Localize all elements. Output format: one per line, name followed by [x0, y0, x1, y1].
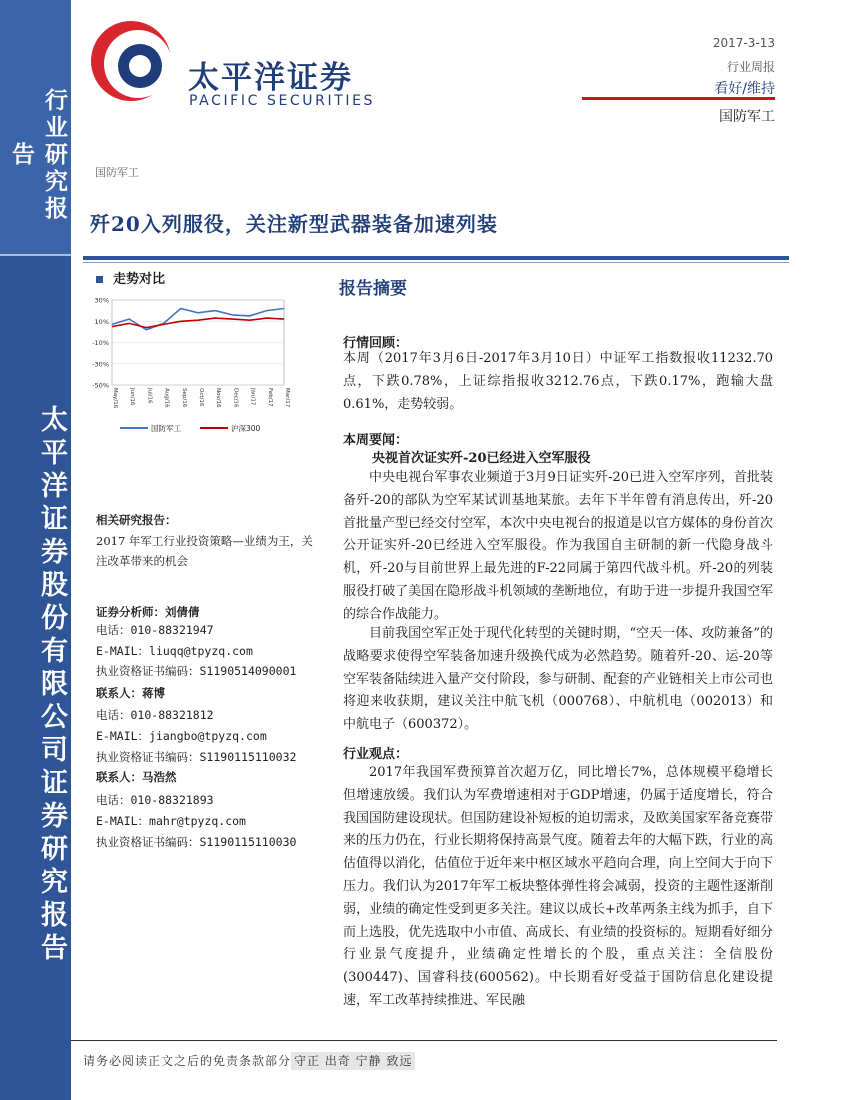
chart-x-tick-label: Oct/16: [198, 388, 204, 407]
contact-2-email[interactable]: E-MAIL：mahr@tpyzq.com: [96, 814, 246, 828]
view-heading: 行业观点：: [343, 747, 409, 762]
chart-x-tick-label: Feb/17: [266, 388, 273, 407]
square-bullet-icon: [96, 276, 103, 283]
chart-y-tick-label: 10%: [94, 317, 109, 326]
view-paragraph: 2017年我国军费预算首次超万亿，同比增长7%，总体规模平稳增长但增速放缓。我们认为军费增速相对于GDP增速，仍属于适度增长，符合我国国防建设现状。但国防建设补短板的迫切需求，及欧美国家军备竞赛带来的压力仍在，行业长期将保持高景气度。随着去年的大幅下跌，行业的高估值得以消化，估值位于近年来中枢区域水平趋向合理，向上空间大于向下压力。我们认为2017年军工板块整体弹性将会减弱，投资的主题性逐渐削弱，业绩的确定性受到更多关注。建议以成长+改革两条主线为抓手，自下而上选股，优先选取中小市值、高成长、有业绩的投资标的。短期看好细分行业景气度提升，业绩确定性增长的个股，重点关注：全信股份(300447)、国睿科技(600562)。中长期看好受益于国防信息化建设提速，军工改革持续推进、军民融: [343, 765, 773, 1008]
chart-series-line-2: [112, 318, 284, 328]
footer-disclaimer: 请务必阅读正文之后的免责条款部分: [83, 1054, 292, 1068]
title-rule: [83, 256, 789, 260]
contact-2-phone: 电话：010-88321893: [96, 793, 214, 807]
chart-y-tick-label: -30%: [92, 360, 109, 369]
chart-x-tick-label: Sep/16: [180, 388, 187, 408]
chart-x-ticks: [112, 387, 290, 409]
contact-1-line: [96, 684, 165, 702]
contact-1-phone: 电话：010-88321812: [96, 708, 214, 722]
sidebar-divider: [0, 254, 71, 256]
sidebar: [0, 0, 71, 1100]
chart-x-tick-label: May/16: [112, 388, 118, 409]
logo-chinese-name: 太平洋证券: [188, 60, 353, 96]
chart-x-tick-label: Nov/16: [215, 388, 222, 408]
chart-legend-label-1: 国防军工: [151, 424, 181, 433]
contact-1-cert: 执业资格证书编码：S1190115110032: [96, 750, 297, 764]
analyst-1-line: [96, 603, 200, 621]
analyst-1-email[interactable]: E-MAIL：liuqq@tpyzq.com: [96, 644, 253, 658]
footer-slogan: 守正 出奇 宁静 致远: [291, 1052, 415, 1070]
chart-x-tick-label: Dec/16: [232, 388, 239, 408]
chart-y-tick-label: -10%: [92, 339, 109, 347]
chart-legend-label-2: 沪深300: [231, 424, 261, 433]
trend-heading-text: 走势对比: [113, 272, 166, 287]
news-subheading: 央视首次证实歼-20已经进入空军服役: [372, 451, 591, 466]
chart-lines: [112, 309, 284, 330]
contact-1-name: 蒋博: [142, 686, 165, 700]
trend-heading: [96, 268, 165, 287]
footer: [83, 1052, 415, 1069]
related-report-text: 2017 年军工行业投资策略—业绩为王，关注改革带来的机会: [96, 534, 313, 568]
rating: 看好/维持: [714, 81, 775, 97]
chart-y-tick-label: 30%: [94, 296, 109, 305]
chart-x-tick-label: Jan/17: [249, 388, 256, 406]
report-date: 2017-3-13: [712, 36, 775, 50]
analyst-1-role: 证券分析师：: [96, 605, 165, 619]
chart-x-tick-label: Jul/16: [146, 388, 153, 404]
trend-chart: [84, 288, 294, 443]
sector-small-label: 国防军工: [95, 166, 139, 179]
footer-rule: [71, 1040, 777, 1041]
sector-label: 国防军工: [719, 109, 775, 125]
rating-underline: [582, 97, 775, 100]
abstract-heading: 报告摘要: [339, 279, 407, 299]
contact-2-cert: 执业资格证书编码：S1190115110030: [96, 835, 297, 849]
sidebar-report-type: 行业研究报告: [8, 87, 67, 223]
contact-1-email[interactable]: E-MAIL：jiangbo@tpyzq.com: [96, 729, 267, 743]
analyst-1-phone: 电话：010-88321947: [96, 623, 214, 637]
title-rule-thin: [83, 262, 789, 263]
report-kind: 行业周报: [726, 60, 775, 74]
contact-2-role: 联系人：: [96, 770, 142, 784]
logo-english-name: PACIFIC SECURITIES: [189, 93, 376, 109]
news-paragraph-2: 目前我国空军正处于现代化转型的关键时期，“空天一体、攻防兼备”的战略要求使得空军装备加速升级换代成为必然趋势。随着歼-20、运-20等空军装备陆续进入量产交付阶段，参与研制、配套的产业链相关上市公司也将迎来收获期，建议关注中航飞机（000768）、中航机电（002013）和中航电子（600372）。: [343, 626, 773, 733]
contact-1-role: 联系人：: [96, 686, 142, 700]
contact-2-name: 马浩然: [142, 770, 177, 784]
analyst-1-name: 刘倩倩: [165, 605, 200, 619]
sidebar-company: 太平洋证券股份有限公司证券研究报告: [36, 404, 67, 966]
news-paragraph-1: 中央电视台军事农业频道于3月9日证实歼-20已进入空军序列，首批装备歼-20的部队为空军某试训基地某旅。去年下半年曾有消息传出，歼-20首批量产型已经交付空军，本次中央电视台的报道是以官方媒体的身份首次公开证实歼-20已经进入空军服役。作为我国自主研制的新一代隐身战斗机，歼-20与目前世界上最先进的F-22同属于第四代战斗机。歼-20的列装服役打破了美国在隐形战斗机领域的垄断地位，有助于进一步提升我国空军的综合作战能力。: [343, 470, 773, 622]
pacific-logo-icon: [88, 18, 174, 104]
chart-legend: [120, 423, 261, 433]
contact-2-line: [96, 768, 177, 786]
chart-x-tick-label: Jun/16: [129, 388, 136, 406]
chart-y-ticks: [92, 297, 109, 390]
related-heading: 相关研究报告：: [96, 513, 177, 527]
review-heading: 行情回顾：: [343, 336, 409, 351]
chart-x-tick-label: Mar/17: [284, 388, 290, 408]
review-paragraph: 本周（2017年3月6日-2017年3月10日）中证军工指数报收11232.70点，下跌0.78%，上证综指报收3212.76点，下跌0.17%，跑输大盘0.61%，走势较弱。: [343, 351, 773, 412]
analyst-1-cert: 执业资格证书编码：S1190514090001: [96, 664, 297, 678]
chart-x-tick-label: Aug/16: [163, 388, 170, 408]
page-title: 歼20入列服役，关注新型武器装备加速列装: [90, 212, 498, 236]
chart-y-tick-label: -50%: [92, 381, 109, 390]
news-heading: 本周要闻：: [343, 433, 409, 448]
